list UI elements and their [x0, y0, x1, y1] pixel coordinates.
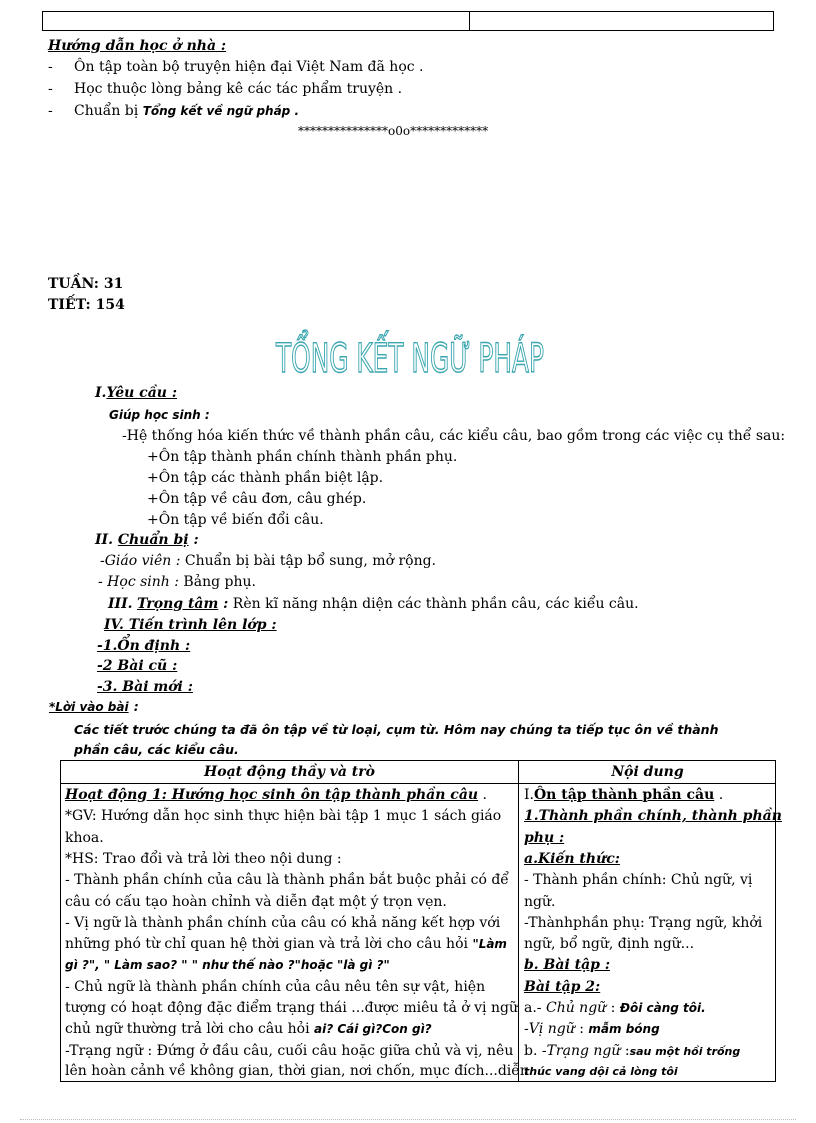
requirement-item: +Ôn tập về câu đơn, câu ghép. — [147, 491, 367, 507]
period-label: TIẾT: 154 — [48, 297, 125, 313]
bullet: - — [48, 81, 53, 97]
line-term: Trạng ngữ — [546, 1043, 621, 1059]
page-bottom-rule — [20, 1119, 796, 1120]
heading-number: III. — [108, 596, 133, 612]
help-label: Giúp học sinh : — [109, 408, 210, 422]
teacher-line — [100, 551, 436, 572]
bullet: - — [48, 103, 53, 119]
preparation-heading — [95, 530, 199, 551]
activity-tail: . — [478, 787, 487, 803]
table-line: *HS: Trao đổi và trả lời theo nội dung : — [65, 851, 342, 867]
intro-label-line — [49, 697, 139, 718]
activity-title: Hoạt động 1: Hướng học sinh ôn tập thành phần câu — [65, 787, 479, 803]
table-line — [65, 1019, 432, 1040]
exercise-heading: b. Bài tập : — [524, 957, 611, 973]
table-line — [65, 934, 507, 955]
content-section-heading — [524, 785, 723, 806]
line-label: - — [524, 1021, 529, 1037]
content-line: ngữ, bổ ngữ, định ngữ... — [524, 936, 695, 952]
content-line — [524, 1041, 740, 1062]
content-line: - Thành phần chính: Chủ ngữ, vị — [524, 872, 753, 888]
line-label: a.- — [524, 1000, 546, 1016]
student-line — [98, 572, 256, 593]
heading-tail: : — [218, 596, 229, 612]
table-line-text: những phó từ chỉ quan hệ thời gian và trả lời cho câu hỏi — [65, 936, 473, 952]
content-line — [524, 1019, 660, 1040]
table-line-hand: gì ?", " Làm sao? " " như thế nào ?"hoặc "là gì ?" — [65, 958, 390, 972]
table-line-hand: ai? Cái gì?Con gì? — [314, 1022, 432, 1036]
teacher-label: -Giáo viên : — [100, 553, 181, 569]
knowledge-heading: a.Kiến thức: — [524, 851, 620, 867]
procedure-step: -3. Bài mới : — [97, 679, 193, 695]
intro-line: phần câu, các kiểu câu. — [74, 742, 239, 757]
line-answer: Đôi càng tôi. — [619, 1001, 706, 1015]
line-answer: thúc vang dội cả lòng tôi — [524, 1065, 678, 1078]
student-label: - Học sinh : — [98, 574, 179, 590]
heading-text: Trọng tâm — [136, 596, 219, 612]
line-term: Vị ngữ — [528, 1021, 575, 1037]
table-line: - Chủ ngữ là thành phần chính của câu nêu tên sự vật, hiện — [65, 979, 486, 995]
section-title: Ôn tập thành phần câu — [533, 787, 715, 803]
homework-heading: Hướng dẫn học ở nhà : — [48, 38, 227, 54]
line-label: b. - — [524, 1043, 547, 1059]
homework-item — [74, 101, 299, 122]
table-line: *GV: Hướng dẫn học sinh thực hiện bài tập 1 mục 1 sách giáo — [65, 808, 502, 824]
table-column-divider — [518, 761, 519, 1081]
line-answer: mẫm bóng — [588, 1022, 660, 1036]
subsection-heading: 1.Thành phần chính, thành phần — [524, 808, 782, 824]
lesson-title-text: TỔNG KẾT NGỮ PHÁP — [276, 336, 708, 382]
activity-heading — [65, 785, 487, 806]
procedure-step: -2 Bài cũ : — [97, 658, 178, 674]
table-header-divider — [61, 783, 775, 784]
column-header-activities: Hoạt động thầy và trò — [204, 764, 375, 780]
heading-text: Chuẩn bị — [117, 532, 189, 548]
intro-label-tail: : — [128, 699, 139, 715]
section-number: I. — [524, 787, 534, 803]
exercise-2-heading: Bài tập 2: — [524, 979, 601, 995]
heading-number: II. — [95, 532, 113, 548]
content-line: -Thànhphần phụ: Trạng ngữ, khởi — [524, 915, 763, 931]
requirements-heading — [95, 383, 177, 404]
lesson-title — [270, 328, 708, 384]
homework-item-hand: Tổng kết về ngữ pháp . — [142, 104, 300, 118]
table-line: câu có cấu tạo hoàn chỉnh và diễn đạt một ý trọn vẹn. — [65, 894, 447, 910]
section-tail: . — [714, 787, 724, 803]
line-colon: : — [574, 1021, 589, 1037]
lesson-table — [60, 760, 782, 1082]
content-line: ngữ. — [524, 894, 556, 910]
header-table — [42, 11, 774, 31]
procedure-heading: IV. Tiến trình lên lớp : — [104, 617, 277, 633]
bullet: - — [48, 59, 53, 75]
intro-line: Các tiết trước chúng ta đã ôn tập về từ loại, cụm từ. Hôm nay chúng ta tiếp tục ôn về thành — [74, 722, 719, 737]
column-header-content: Nội dung — [611, 764, 684, 780]
homework-item: Ôn tập toàn bộ truyện hiện đại Việt Nam đã học . — [74, 59, 424, 75]
line-term: Chủ ngữ — [545, 1000, 607, 1016]
table-line: - Vị ngữ là thành phần chính của câu có khả năng kết hợp với — [65, 915, 501, 931]
table-line: -Trạng ngữ : Đứng ở đầu câu, cuối câu hoặc giữa chủ và vị, nêu — [65, 1043, 514, 1059]
student-text: Bảng phụ. — [178, 574, 256, 590]
heading-tail: : — [188, 532, 199, 548]
table-divider — [469, 12, 470, 30]
table-line: lên hoàn cảnh về không gian, thời gian, nơi chốn, mục đích...diễn — [65, 1063, 529, 1079]
separator: ***************o0o************* — [298, 124, 489, 138]
homework-item: Học thuộc lòng bảng kê các tác phẩm truyện . — [74, 81, 403, 97]
heading-text: Yêu cầu : — [106, 385, 177, 401]
requirements-intro: -Hệ thống hóa kiến thức về thành phần câu, các kiểu câu, bao gồm trong các việc cụ thể sau: — [122, 428, 786, 444]
line-colon: : — [620, 1043, 630, 1059]
table-line-hand: "Làm — [472, 937, 507, 951]
subsection-heading: phụ : — [524, 830, 565, 846]
focus-text: Rèn kĩ năng nhận diện các thành phần câu, các kiểu câu. — [228, 596, 639, 612]
procedure-step: -1.Ổn định : — [97, 638, 191, 654]
table-line: tượng có hoạt động đặc điểm trạng thái ...được miêu tả ở vị ngữ — [65, 1000, 518, 1016]
focus-line — [108, 594, 639, 615]
content-line — [524, 998, 706, 1019]
requirement-item: +Ôn tập các thành phần biệt lập. — [147, 470, 384, 486]
table-line: - Thành phần chính của câu là thành phần bắt buộc phải có để — [65, 872, 509, 888]
line-answer: sau một hồi trống — [629, 1045, 741, 1058]
line-colon: : — [606, 1000, 620, 1016]
week-label: TUẦN: 31 — [48, 276, 124, 292]
table-line-text: chủ ngữ thường trả lời cho câu hỏi — [65, 1021, 314, 1037]
requirement-item: +Ôn tập về biến đổi câu. — [147, 512, 324, 528]
homework-item-text: Chuẩn bị — [74, 103, 143, 119]
table-line: khoa. — [65, 830, 104, 846]
requirement-item: +Ôn tập thành phần chính thành phần phụ. — [147, 449, 458, 465]
intro-label: *Lời vào bài — [49, 700, 129, 714]
teacher-text: Chuẩn bị bài tập bổ sung, mở rộng. — [180, 553, 436, 569]
heading-number: I. — [95, 385, 107, 401]
